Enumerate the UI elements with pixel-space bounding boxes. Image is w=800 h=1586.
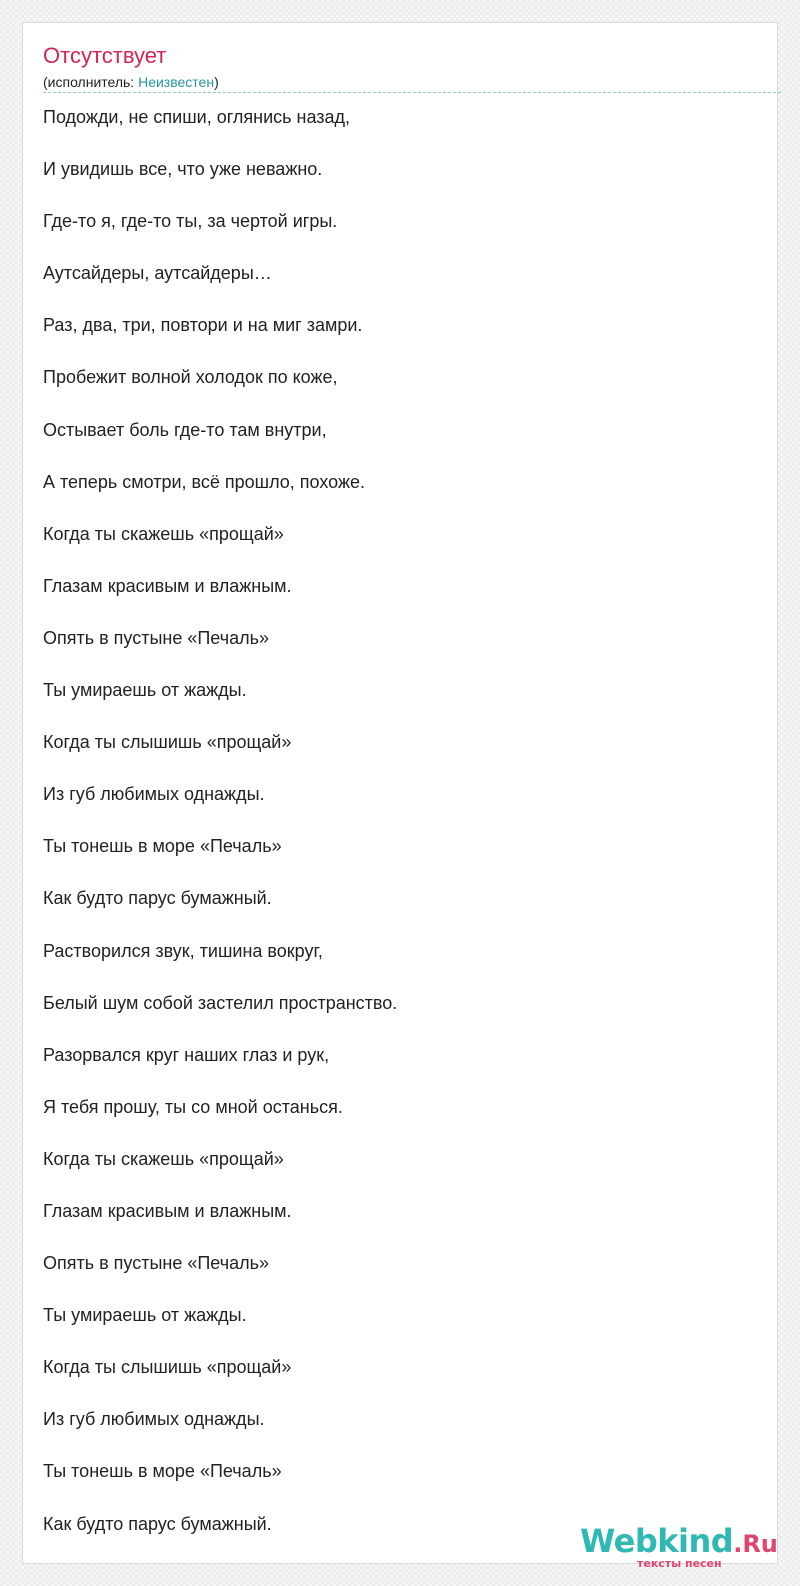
lyric-line: Я тебя прошу, ты со мной останься. [43, 1096, 343, 1117]
lyric-line: И увидишь все, что уже неважно. [43, 159, 323, 180]
lyric-line: Где-то я, где-то ты, за чертой игры. [43, 211, 338, 232]
lyric-line: Когда ты скажешь «прощай» [43, 1148, 284, 1169]
divider [43, 92, 781, 93]
lyric-line: Белый шум собой застелил пространство. [43, 992, 398, 1013]
lyric-line: Ты умираешь от жажды. [43, 1305, 247, 1326]
lyric-line: Когда ты скажешь «прощай» [43, 523, 284, 544]
logo-brand: Webkind [580, 1522, 734, 1560]
artist-line [43, 73, 219, 91]
lyric-line: Из губ любимых однажды. [43, 1409, 265, 1430]
artist-link[interactable]: Неизвестен [138, 74, 215, 90]
lyric-line: Опять в пустыне «Печаль» [43, 1253, 270, 1274]
lyric-line: Ты тонешь в море «Печаль» [43, 1461, 282, 1482]
lyric-line: Ты тонешь в море «Печаль» [43, 836, 282, 857]
artist-prefix: (исполнитель: [43, 74, 139, 90]
lyric-line: Когда ты слышишь «прощай» [43, 1357, 292, 1378]
logo-tagline: тексты песен [637, 1557, 722, 1570]
lyric-line: А теперь смотри, всё прошло, похоже. [43, 471, 366, 492]
lyric-line: Как будто парус бумажный. [43, 888, 272, 909]
lyric-line: Глазам красивым и влажным. [43, 575, 292, 596]
lyrics-card [22, 22, 778, 1564]
lyric-line: Растворился звук, тишина вокруг, [43, 940, 323, 961]
lyric-line: Остывает боль где-то там внутри, [43, 419, 327, 440]
lyric-line: Разорвался круг наших глаз и рук, [43, 1044, 330, 1065]
lyric-line: Ты умираешь от жажды. [43, 680, 247, 701]
logo-tld: .Ru [733, 1530, 778, 1558]
lyric-line: Опять в пустыне «Печаль» [43, 627, 270, 648]
lyric-line: Раз, два, три, повтори и на миг замри. [43, 315, 363, 336]
lyric-line: Из губ любимых однажды. [43, 784, 265, 805]
lyric-line: Аутсайдеры, аутсайдеры… [43, 263, 272, 284]
lyric-line: Как будто парус бумажный. [43, 1513, 272, 1534]
lyric-line: Пробежит волной холодок по коже, [43, 367, 338, 388]
artist-suffix: ) [214, 74, 219, 90]
lyric-line: Глазам красивым и влажным. [43, 1200, 292, 1221]
site-logo[interactable] [580, 1521, 780, 1573]
lyrics-text [43, 104, 763, 1563]
lyric-line: Когда ты слышишь «прощай» [43, 732, 292, 753]
lyric-line: Подожди, не спиши, оглянись назад, [43, 107, 351, 127]
song-title: Отсутствует [43, 43, 167, 68]
